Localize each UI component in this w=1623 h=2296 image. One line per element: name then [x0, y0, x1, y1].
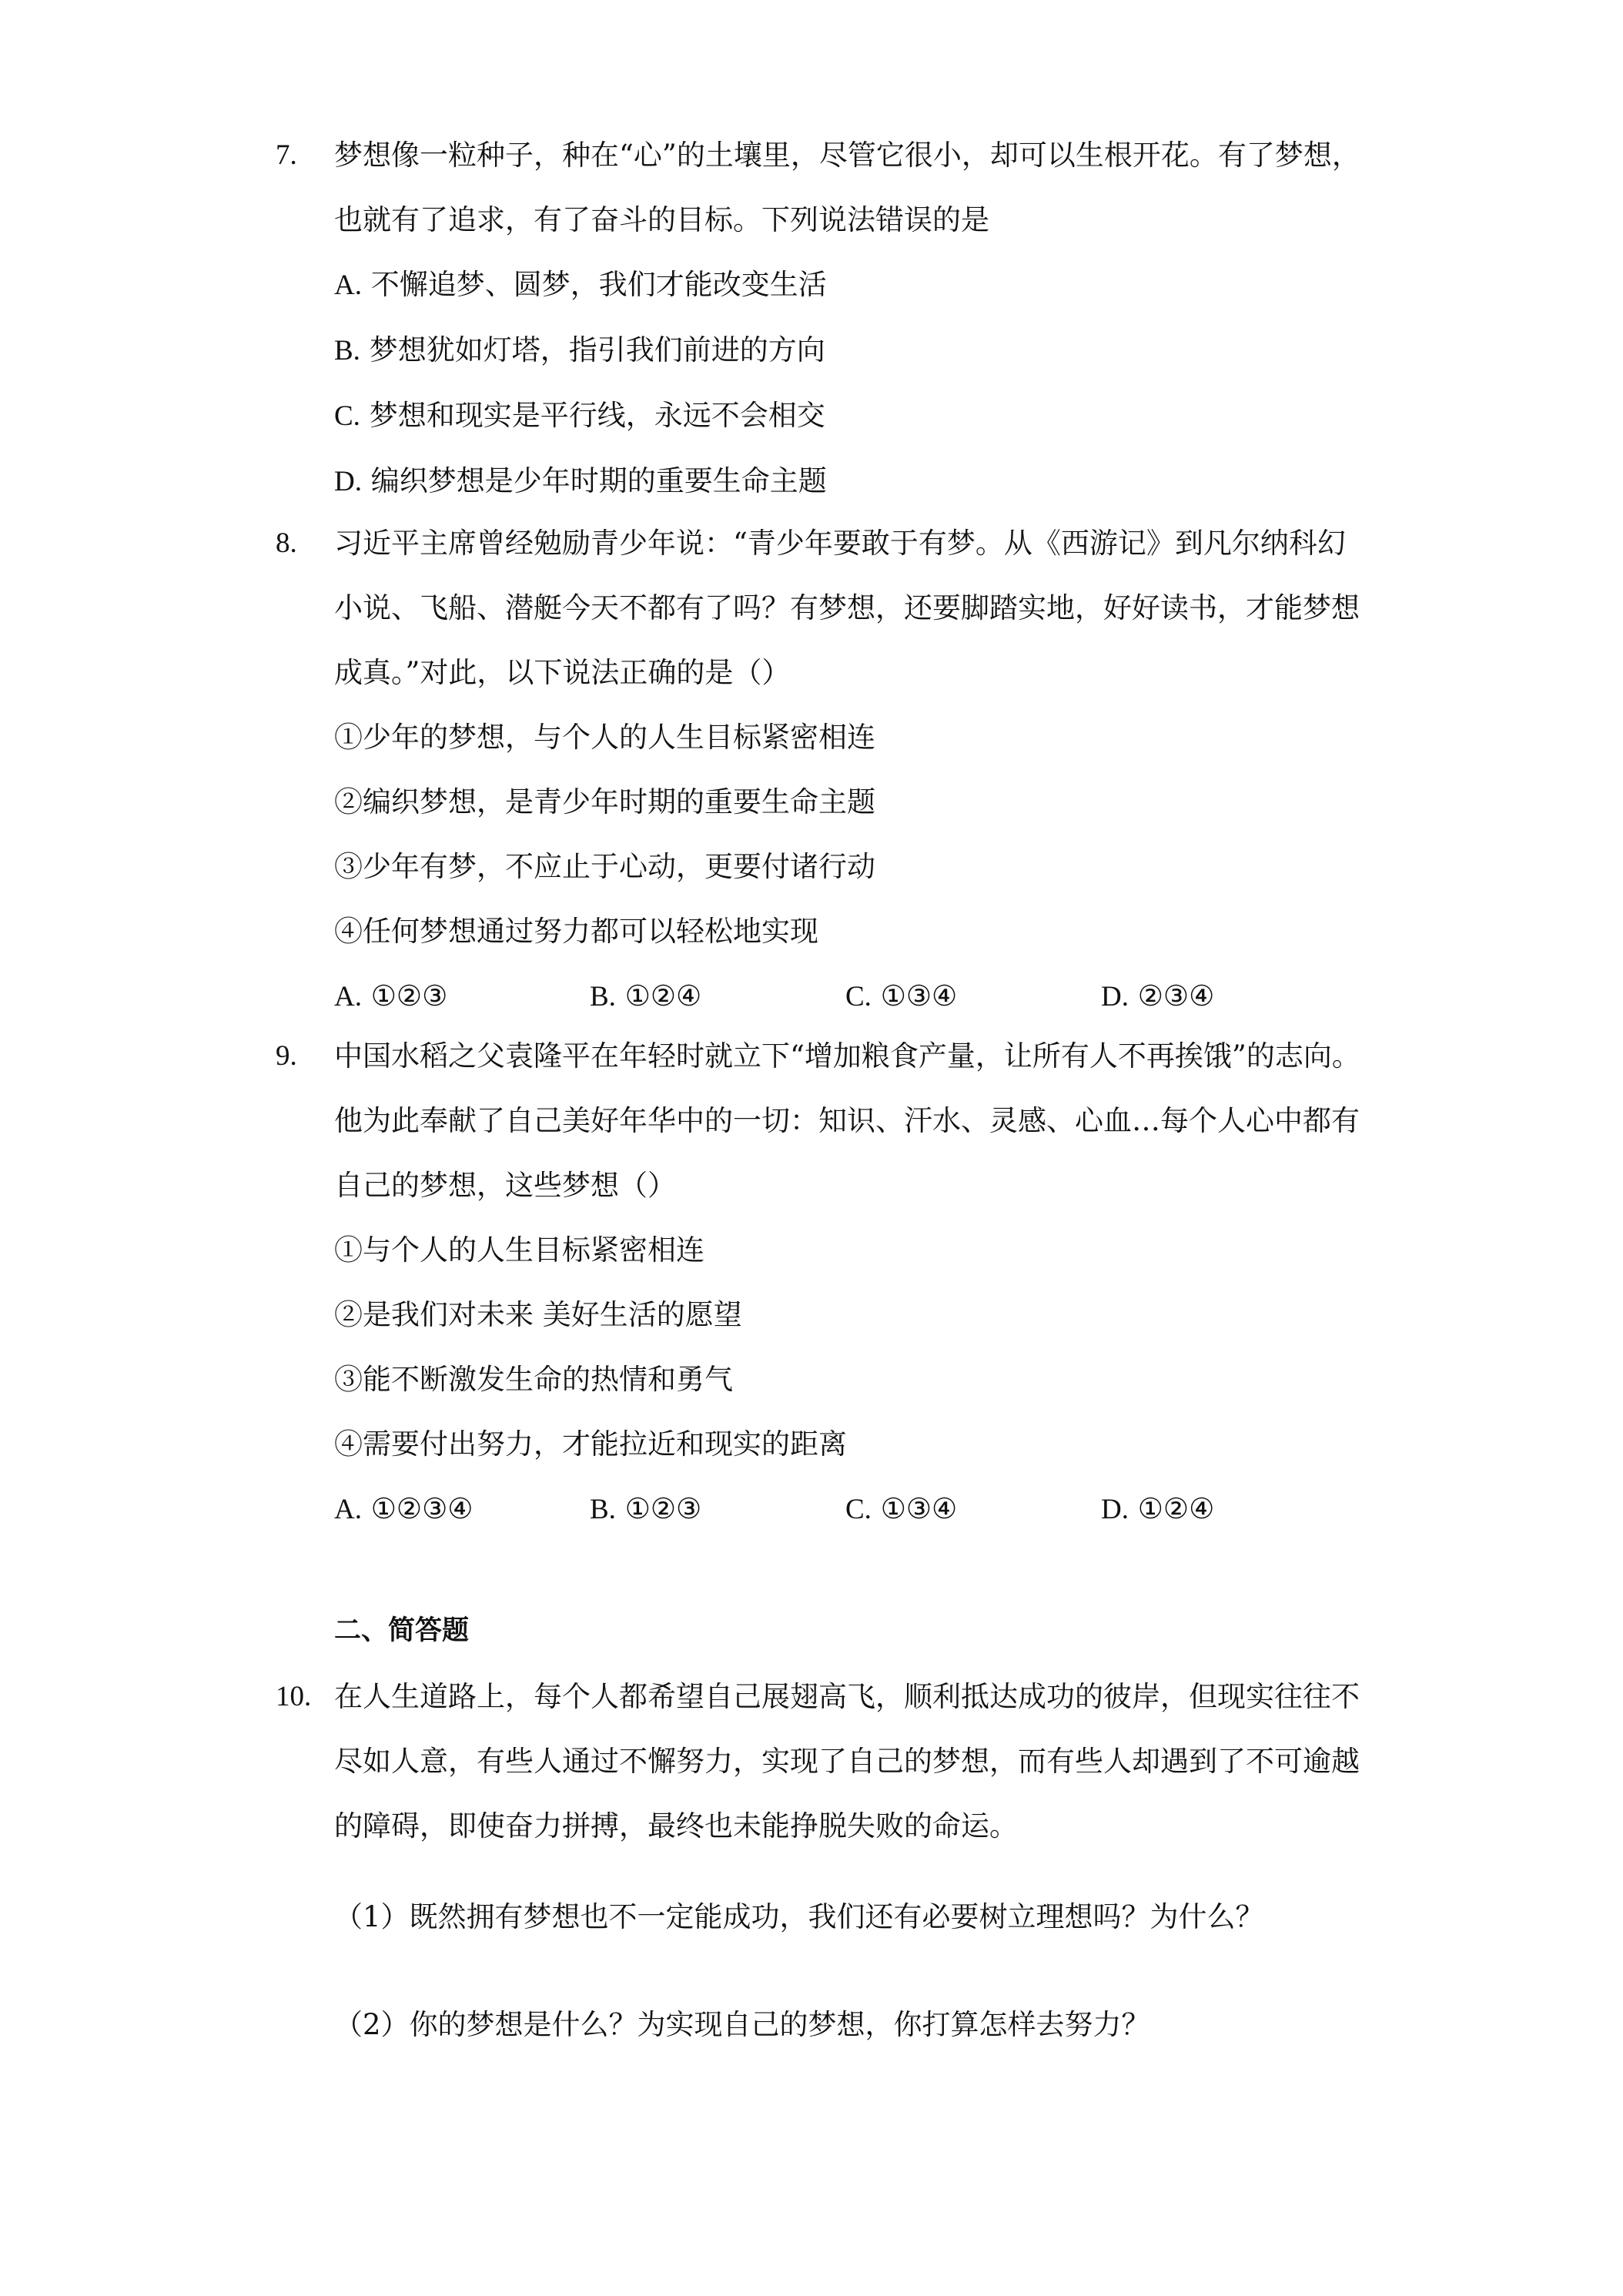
question-stem-line: 中国水稻之父袁隆平在年轻时就立下“增加粮食产量，让所有人不再挨饿”的志向。: [334, 1039, 1360, 1073]
question-7: [276, 123, 1454, 514]
question-8: [276, 511, 1454, 1029]
question-body: [334, 1665, 1454, 1859]
options-row: [334, 964, 1454, 1029]
question-number: 7.: [276, 139, 297, 171]
option-text: ①③④: [880, 979, 958, 1012]
option-letter: C.: [845, 1494, 872, 1525]
option-text: 梦想和现实是平行线，永远不会相交: [369, 399, 825, 432]
option-d: [1101, 964, 1357, 1029]
question-stem-line: 习近平主席曾经勉励青少年说：“青少年要敢于有梦。从《西游记》到凡尔纳科幻: [334, 527, 1346, 560]
option-letter: B.: [334, 335, 360, 366]
option-c: [845, 964, 1101, 1029]
statement: ②编织梦想，是青少年时期的重要生命主题: [334, 785, 875, 818]
option-letter: A.: [334, 1494, 362, 1525]
option-c: [845, 1477, 1101, 1542]
option-a: [334, 253, 1454, 318]
options-row: [334, 1477, 1454, 1542]
option-letter: D.: [334, 466, 362, 497]
question-body: [334, 511, 1454, 1029]
section-title: 二、简答题: [334, 1615, 470, 1646]
option-b: [590, 1477, 845, 1542]
option-text: ①②③: [624, 1492, 702, 1525]
option-text: 编织梦想是少年时期的重要生命主题: [370, 464, 827, 497]
option-letter: D.: [1101, 981, 1129, 1012]
question-10: [276, 1665, 1454, 1859]
option-b: [334, 318, 1454, 383]
option-letter: D.: [1101, 1494, 1129, 1525]
subquestion-1: （1）既然拥有梦想也不一定能成功，我们还有必要树立理想吗？为什么？: [334, 1900, 1264, 1933]
statement: ③能不断激发生命的热情和勇气: [334, 1363, 733, 1396]
statement: ①与个人的人生目标紧密相连: [334, 1233, 704, 1267]
subquestion-2: （2）你的梦想是什么？为实现自己的梦想，你打算怎样去努力？: [334, 2008, 1150, 2041]
question-stem-line: 尽如人意，有些人通过不懈努力，实现了自己的梦想，而有些人却遇到了不可逾越: [334, 1745, 1360, 1778]
question-stem-line: 也就有了追求，有了奋斗的目标。下列说法错误的是: [334, 203, 989, 236]
statement: ④任何梦想通过努力都可以轻松地实现: [334, 915, 818, 948]
option-text: ①②④: [1137, 1492, 1215, 1525]
option-letter: C.: [845, 981, 872, 1012]
question-stem-line: 自己的梦想，这些梦想（）: [334, 1169, 676, 1202]
option-letter: C.: [334, 400, 360, 432]
question-body: [334, 123, 1454, 514]
option-letter: B.: [590, 1494, 616, 1525]
option-d: [334, 449, 1454, 514]
statement: ①少年的梦想，与个人的人生目标紧密相连: [334, 721, 875, 754]
option-c: [334, 383, 1454, 449]
option-letter: B.: [590, 981, 616, 1012]
question-stem-line: 小说、飞船、潜艇今天不都有了吗？有梦想，还要脚踏实地，好好读书，才能梦想: [334, 591, 1360, 624]
statement: ②是我们对未来 美好生活的愿望: [334, 1298, 742, 1331]
question-body: [334, 1024, 1454, 1542]
option-d: [1101, 1477, 1357, 1542]
option-letter: A.: [334, 269, 362, 301]
option-text: ①②③④: [370, 1492, 474, 1525]
option-letter: A.: [334, 981, 362, 1012]
option-b: [590, 964, 845, 1029]
option-text: ①②③: [370, 979, 448, 1012]
question-number: 10.: [276, 1681, 312, 1712]
option-a: [334, 1477, 590, 1542]
option-text: 不懈追梦、圆梦，我们才能改变生活: [370, 268, 827, 301]
statement: ④需要付出努力，才能拉近和现实的距离: [334, 1427, 847, 1461]
question-stem-line: 他为此奉献了自己美好年华中的一切：知识、汗水、灵感、心血…每个人心中都有: [334, 1104, 1360, 1137]
question-9: [276, 1024, 1454, 1542]
statement: ③少年有梦，不应止于心动，更要付诸行动: [334, 850, 875, 883]
question-stem-line: 成真。”对此，以下说法正确的是（）: [334, 656, 791, 689]
option-text: ①②④: [624, 979, 702, 1012]
option-text: ②③④: [1137, 979, 1215, 1012]
question-number: 9.: [276, 1040, 297, 1072]
question-stem-line: 在人生道路上，每个人都希望自己展翅高飞，顺利抵达成功的彼岸，但现实往往不: [334, 1680, 1360, 1713]
question-number: 8.: [276, 527, 297, 559]
question-stem-line: 梦想像一粒种子，种在“心”的土壤里，尽管它很小，却可以生根开花。有了梦想，: [334, 139, 1360, 172]
option-text: ①③④: [880, 1492, 958, 1525]
option-a: [334, 964, 590, 1029]
option-text: 梦想犹如灯塔，指引我们前进的方向: [369, 333, 825, 366]
question-stem-line: 的障碍，即使奋力拼搏，最终也未能挣脱失败的命运。: [334, 1809, 1018, 1842]
